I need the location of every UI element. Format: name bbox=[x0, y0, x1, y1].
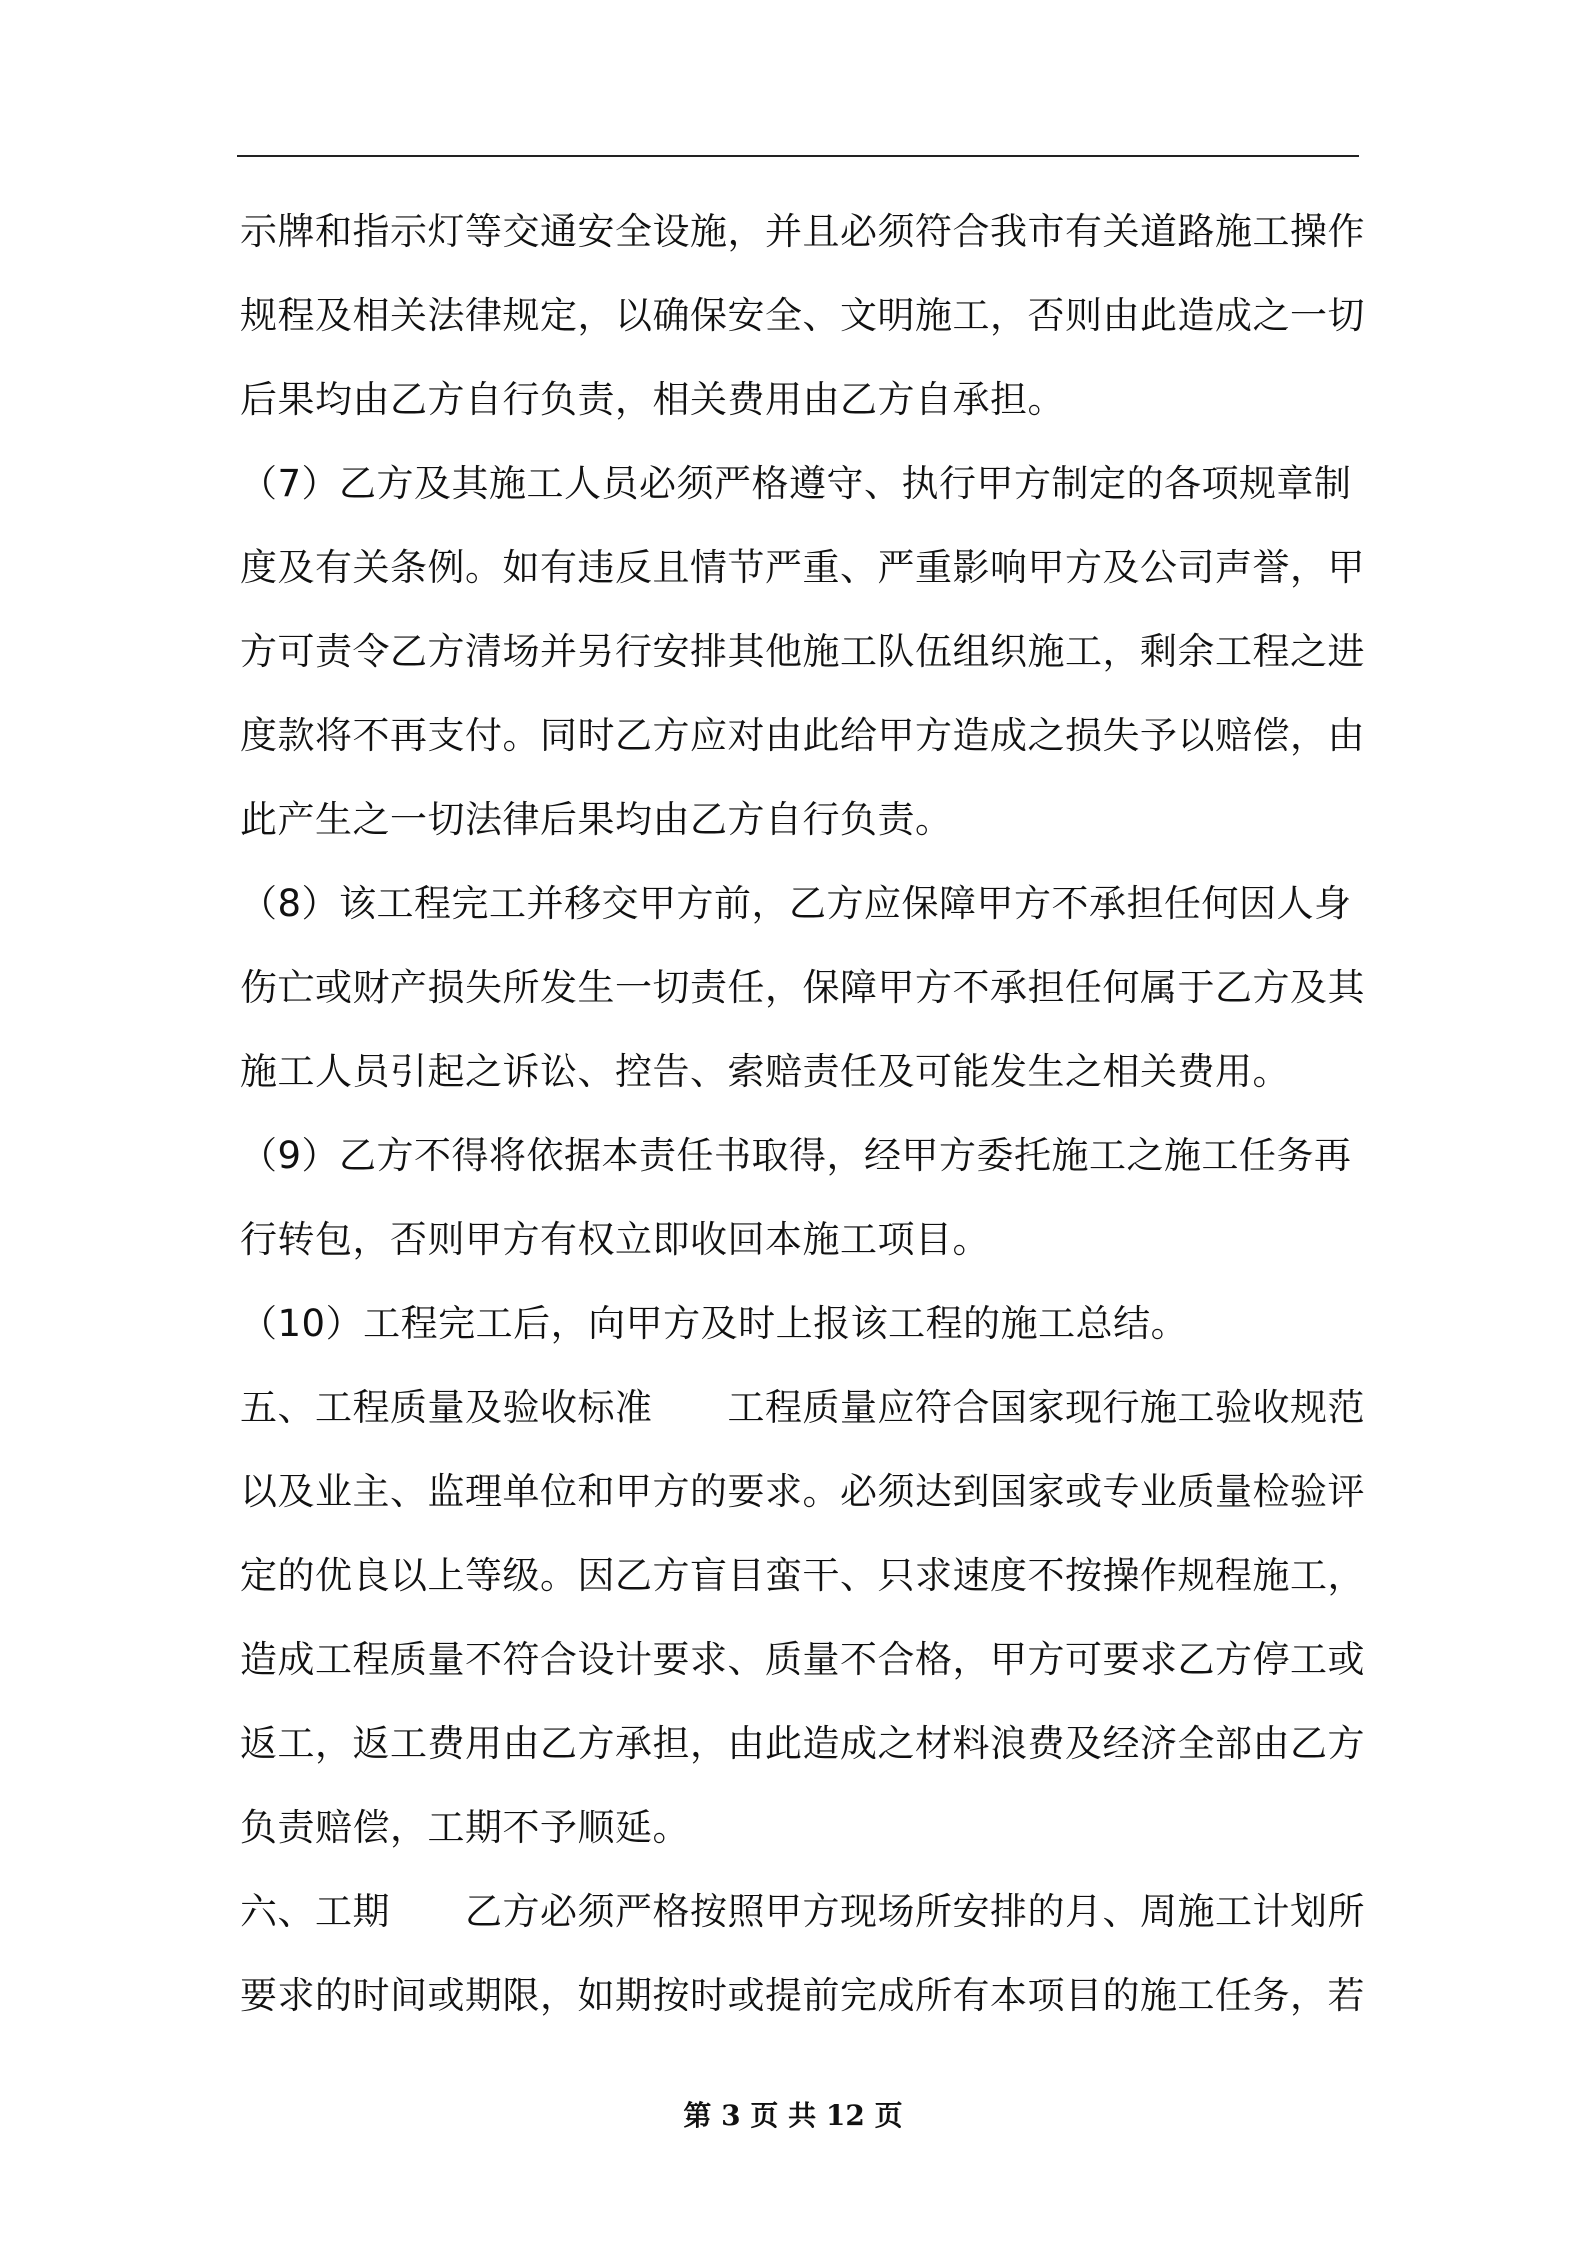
text-line: 造成工程质量不符合设计要求、质量不合格，甲方可要求乙方停工或 bbox=[240, 1638, 1365, 1681]
text-line: 规程及相关法律规定，以确保安全、文明施工，否则由此造成之一切 bbox=[240, 294, 1365, 337]
text-line: 五、工程质量及验收标准 工程质量应符合国家现行施工验收规范 bbox=[240, 1386, 1365, 1429]
text-line: （9）乙方不得将依据本责任书取得，经甲方委托施工之施工任务再 bbox=[240, 1134, 1352, 1177]
text-line: 方可责令乙方清场并另行安排其他施工队伍组织施工，剩余工程之进 bbox=[240, 630, 1365, 673]
text-line: 行转包，否则甲方有权立即收回本施工项目。 bbox=[240, 1218, 990, 1261]
header-rule bbox=[237, 155, 1359, 157]
text-line: 定的优良以上等级。因乙方盲目蛮干、只求速度不按操作规程施工， bbox=[240, 1554, 1365, 1597]
text-line: （7）乙方及其施工人员必须严格遵守、执行甲方制定的各项规章制 bbox=[240, 462, 1352, 505]
text-line: （8）该工程完工并移交甲方前，乙方应保障甲方不承担任何因人身 bbox=[240, 882, 1352, 925]
body-text bbox=[240, 190, 1365, 2038]
text-line: 示牌和指示灯等交通安全设施，并且必须符合我市有关道路施工操作 bbox=[240, 210, 1365, 253]
text-line: 此产生之一切法律后果均由乙方自行负责。 bbox=[240, 798, 953, 841]
text-line: 伤亡或财产损失所发生一切责任，保障甲方不承担任何属于乙方及其 bbox=[240, 966, 1365, 1009]
text-line: 施工人员引起之诉讼、控告、索赔责任及可能发生之相关费用。 bbox=[240, 1050, 1290, 1093]
text-line: （10）工程完工后，向甲方及时上报该工程的施工总结。 bbox=[240, 1302, 1189, 1345]
text-line: 以及业主、监理单位和甲方的要求。必须达到国家或专业质量检验评 bbox=[240, 1470, 1365, 1513]
text-line: 度款将不再支付。同时乙方应对由此给甲方造成之损失予以赔偿，由 bbox=[240, 714, 1365, 757]
text-line: 要求的时间或期限，如期按时或提前完成所有本项目的施工任务，若 bbox=[240, 1974, 1365, 2017]
page-number-footer: 第 3 页 共 12 页 bbox=[683, 2099, 903, 2132]
text-line: 负责赔偿，工期不予顺延。 bbox=[240, 1806, 690, 1849]
text-line: 后果均由乙方自行负责，相关费用由乙方自承担。 bbox=[240, 378, 1065, 421]
text-line: 返工，返工费用由乙方承担，由此造成之材料浪费及经济全部由乙方 bbox=[240, 1722, 1365, 1765]
text-line: 度及有关条例。如有违反且情节严重、严重影响甲方及公司声誉，甲 bbox=[240, 546, 1365, 589]
text-line: 六、工期 乙方必须严格按照甲方现场所安排的月、周施工计划所 bbox=[240, 1890, 1365, 1933]
